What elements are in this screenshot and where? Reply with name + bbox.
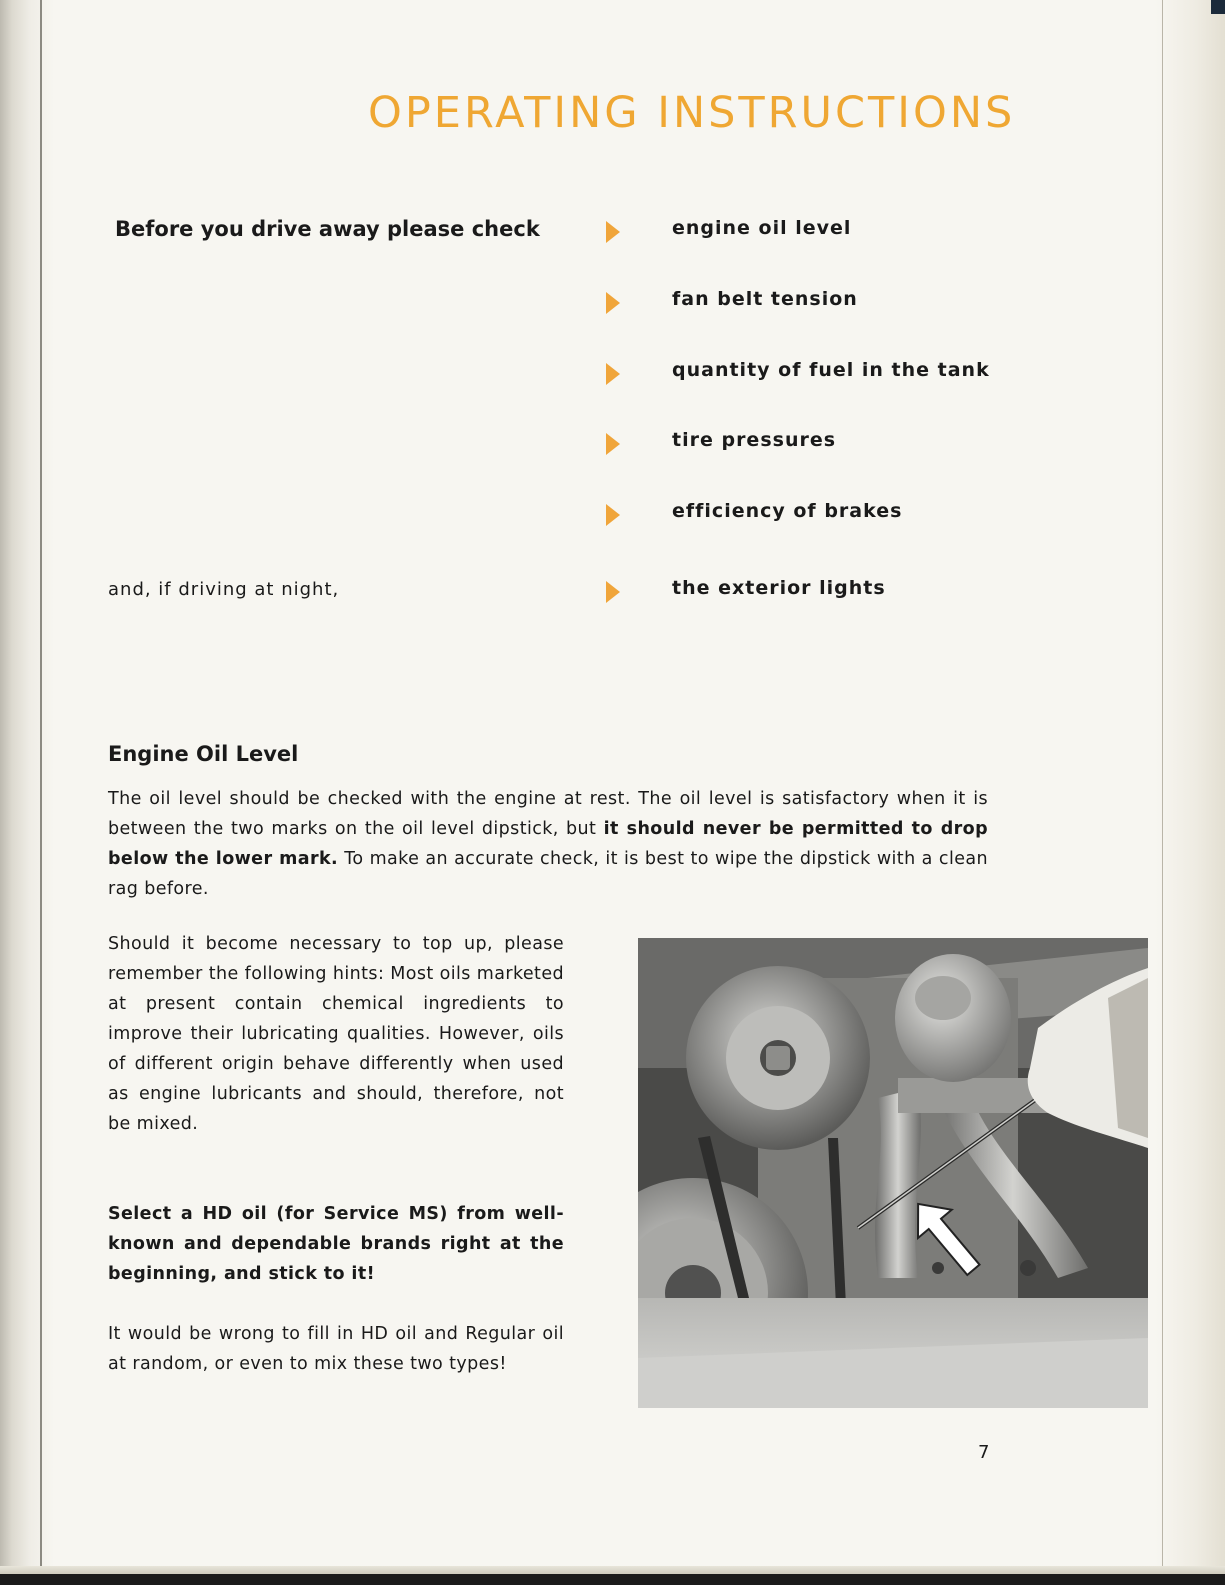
engine-dipstick-photo bbox=[638, 938, 1148, 1408]
arrow-right-icon bbox=[606, 433, 620, 455]
page-edge-line bbox=[1162, 0, 1163, 1585]
scan-bottom-bar bbox=[0, 1574, 1225, 1585]
hd-oil-paragraph: Select a HD oil (for Service MS) from well-known and dependable brands right at the beginning, and stick to it! bbox=[108, 1204, 564, 1284]
night-intro: and, if driving at night, bbox=[108, 579, 340, 600]
page-bottom-edge bbox=[0, 1566, 1225, 1574]
oil-level-paragraph bbox=[108, 784, 988, 904]
page-number: 7 bbox=[978, 1442, 990, 1463]
corner-mark bbox=[1211, 0, 1225, 14]
checklist-item-label: quantity of fuel in the tank bbox=[672, 359, 990, 381]
mixing-warning-paragraph: It would be wrong to fill in HD oil and Regular oil at random, or even to mix these two types! bbox=[108, 1324, 564, 1374]
paragraph-text: To make an accurate check, it is best to wipe the dipstick with a clean rag before. bbox=[108, 849, 989, 899]
arrow-right-icon bbox=[606, 363, 620, 385]
paragraph-emphasis: it should never be permitted to drop below the lower mark. bbox=[108, 819, 988, 869]
page-edge-shadow bbox=[1155, 0, 1225, 1585]
engine-illustration bbox=[638, 938, 1148, 1408]
top-up-paragraph: Should it become necessary to top up, please remember the following hints: Most oils marketed at present contain chemical ingredients to improve their lubricating qualities. However, oils of different origin behave differently when used as engine lubricants and should, therefore, not be mixed. bbox=[108, 934, 564, 1134]
arrow-right-icon bbox=[606, 221, 620, 243]
page-binding-shadow bbox=[0, 0, 54, 1585]
checklist-item-label: tire pressures bbox=[672, 429, 837, 451]
checklist-item-label: engine oil level bbox=[672, 217, 852, 239]
arrow-right-icon bbox=[606, 581, 620, 603]
checklist-item-label: the exterior lights bbox=[672, 577, 886, 599]
arrow-right-icon bbox=[606, 504, 620, 526]
spine-line bbox=[40, 0, 42, 1585]
arrow-right-icon bbox=[606, 292, 620, 314]
checklist-item-label: efficiency of brakes bbox=[672, 500, 903, 522]
checklist-intro: Before you drive away please check bbox=[115, 217, 540, 241]
paragraph-text: The oil level should be checked with the engine at rest. The oil level is satisfactory when it is between the two marks on the oil level dipstick, but bbox=[108, 789, 988, 839]
page-title: OPERATING INSTRUCTIONS bbox=[368, 88, 1016, 138]
section-heading: Engine Oil Level bbox=[108, 742, 299, 766]
checklist-item-label: fan belt tension bbox=[672, 288, 858, 310]
